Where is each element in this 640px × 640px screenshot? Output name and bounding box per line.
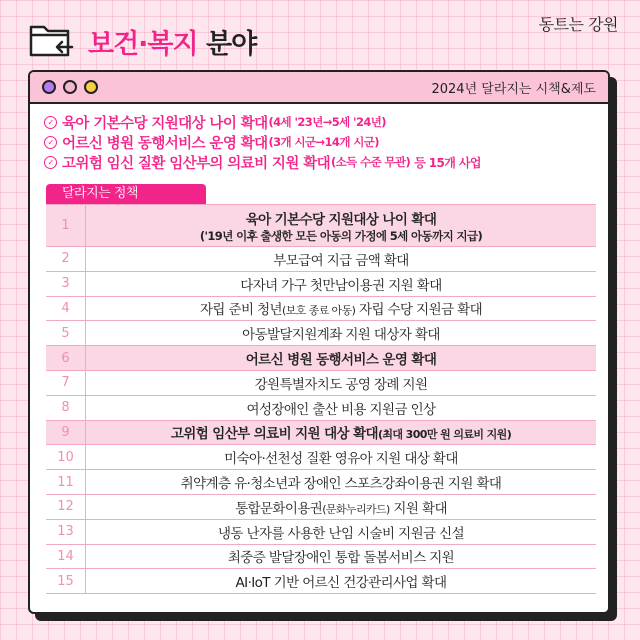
row-text: AI·IoT 기반 어르신 건강관리사업 확대 bbox=[235, 575, 447, 592]
row-text: 최중증 발달장애인 통합 돌봄서비스 지원 bbox=[227, 550, 455, 567]
policy-section-tag: 달라지는 정책 bbox=[46, 184, 206, 204]
highlight-detail: (4세 '23년→5세 '24년) bbox=[268, 115, 386, 129]
table-row bbox=[46, 569, 596, 594]
highlight-main: 어르신 병원 동행서비스 운영 확대 bbox=[62, 135, 268, 152]
check-circle-icon: ✓ bbox=[44, 136, 57, 149]
row-text-main: 육아 기본수당 지원대상 나이 확대 bbox=[245, 211, 437, 228]
highlight-item bbox=[44, 132, 596, 152]
row-text-paren: (최대 300만 원 의료비 지원) bbox=[377, 428, 512, 442]
page-title bbox=[88, 22, 256, 61]
row-number: 15 bbox=[46, 569, 86, 593]
row-number: 1 bbox=[46, 205, 86, 246]
check-circle-icon: ✓ bbox=[44, 156, 57, 169]
row-text: 냉동 난자를 사용한 난임 시술비 지원금 신설 bbox=[217, 525, 465, 542]
policy-table bbox=[46, 204, 596, 600]
row-text bbox=[86, 421, 596, 445]
check-circle-icon: ✓ bbox=[44, 116, 57, 129]
highlight-main: 고위험 임신 질환 임산부의 의료비 지원 확대 bbox=[62, 155, 331, 172]
table-row bbox=[46, 445, 596, 470]
table-row bbox=[46, 470, 596, 495]
row-text bbox=[86, 495, 596, 519]
row-text: 부모급여 지급 금액 확대 bbox=[273, 252, 409, 269]
table-row bbox=[46, 495, 596, 520]
table-row bbox=[46, 205, 596, 247]
table-row bbox=[46, 421, 596, 446]
row-number: 14 bbox=[46, 545, 86, 569]
row-number: 12 bbox=[46, 495, 86, 519]
row-text-paren: (보호 종료 아동) bbox=[281, 304, 356, 318]
table-row bbox=[46, 346, 596, 371]
folder-arrow-icon bbox=[28, 21, 74, 61]
row-text bbox=[86, 205, 596, 246]
row-number: 10 bbox=[46, 445, 86, 469]
highlight-detail: (3개 시군→14개 시군) bbox=[268, 135, 379, 149]
row-number: 5 bbox=[46, 321, 86, 345]
row-text-line bbox=[171, 422, 511, 442]
row-number: 13 bbox=[46, 520, 86, 544]
highlight-tail: 등 15개 사업 bbox=[414, 155, 481, 170]
row-text: 아동발달지원계좌 지원 대상자 확대 bbox=[242, 327, 440, 344]
highlight-detail: (소득 수준 무관) bbox=[331, 155, 411, 169]
brand-logo: 동트는 강원 bbox=[538, 15, 618, 34]
row-number: 3 bbox=[46, 272, 86, 296]
row-text-line bbox=[200, 298, 482, 318]
table-row bbox=[46, 371, 596, 396]
highlight-item bbox=[44, 112, 596, 132]
table-row bbox=[46, 396, 596, 421]
window-dot-pink bbox=[63, 80, 77, 94]
content-window bbox=[28, 70, 610, 614]
highlight-item bbox=[44, 152, 596, 172]
row-number: 9 bbox=[46, 421, 86, 445]
row-text: 다자녀 가구 첫만남이용권 지원 확대 bbox=[240, 277, 442, 294]
row-text-main: 고위험 임산부 의료비 지원 대상 확대 bbox=[170, 426, 378, 443]
row-text: 취약계층 유·청소년과 장애인 스포츠강좌이용권 지원 확대 bbox=[180, 476, 502, 493]
table-row bbox=[46, 297, 596, 322]
row-number: 6 bbox=[46, 346, 86, 370]
row-number: 8 bbox=[46, 396, 86, 420]
row-text-rest: 자립 수당 지원금 확대 bbox=[355, 302, 483, 319]
row-number: 7 bbox=[46, 371, 86, 395]
row-text-sub: ('19년 이후 출생한 모든 아동의 가정에 5세 아동까지 지급) bbox=[199, 228, 483, 243]
row-number: 4 bbox=[46, 297, 86, 321]
highlights-list bbox=[30, 104, 608, 172]
highlight-main: 육아 기본수당 지원대상 나이 확대 bbox=[62, 115, 268, 132]
row-text: 여성장애인 출산 비용 지원금 인상 bbox=[246, 401, 436, 418]
table-row bbox=[46, 247, 596, 272]
row-text-paren: (문화누리카드) bbox=[322, 502, 390, 516]
row-text: 미숙아·선천성 질환 영유아 지원 대상 확대 bbox=[224, 451, 458, 468]
table-row bbox=[46, 545, 596, 570]
page-title-accent: 보건·복지 bbox=[88, 28, 198, 60]
row-text bbox=[86, 297, 596, 321]
row-text-line bbox=[235, 497, 447, 517]
window-dot-purple bbox=[42, 80, 56, 94]
header bbox=[28, 18, 256, 64]
table-row bbox=[46, 272, 596, 297]
window-dot-yellow bbox=[84, 80, 98, 94]
row-text-rest: 지원 확대 bbox=[389, 500, 447, 517]
window-title: 2024년 달라지는 시책&제도 bbox=[431, 81, 596, 97]
row-text-main: 자립 준비 청년 bbox=[199, 302, 282, 319]
row-number: 11 bbox=[46, 470, 86, 494]
row-text: 어르신 병원 동행서비스 운영 확대 bbox=[86, 346, 596, 370]
window-title-bar bbox=[30, 72, 608, 104]
table-row bbox=[46, 321, 596, 346]
table-row bbox=[46, 520, 596, 545]
page-title-rest: 분야 bbox=[206, 28, 257, 60]
row-text-main: 통합문화이용권 bbox=[235, 500, 323, 517]
row-number: 2 bbox=[46, 247, 86, 271]
row-text: 강원특별자치도 공영 장례 지원 bbox=[254, 376, 428, 393]
